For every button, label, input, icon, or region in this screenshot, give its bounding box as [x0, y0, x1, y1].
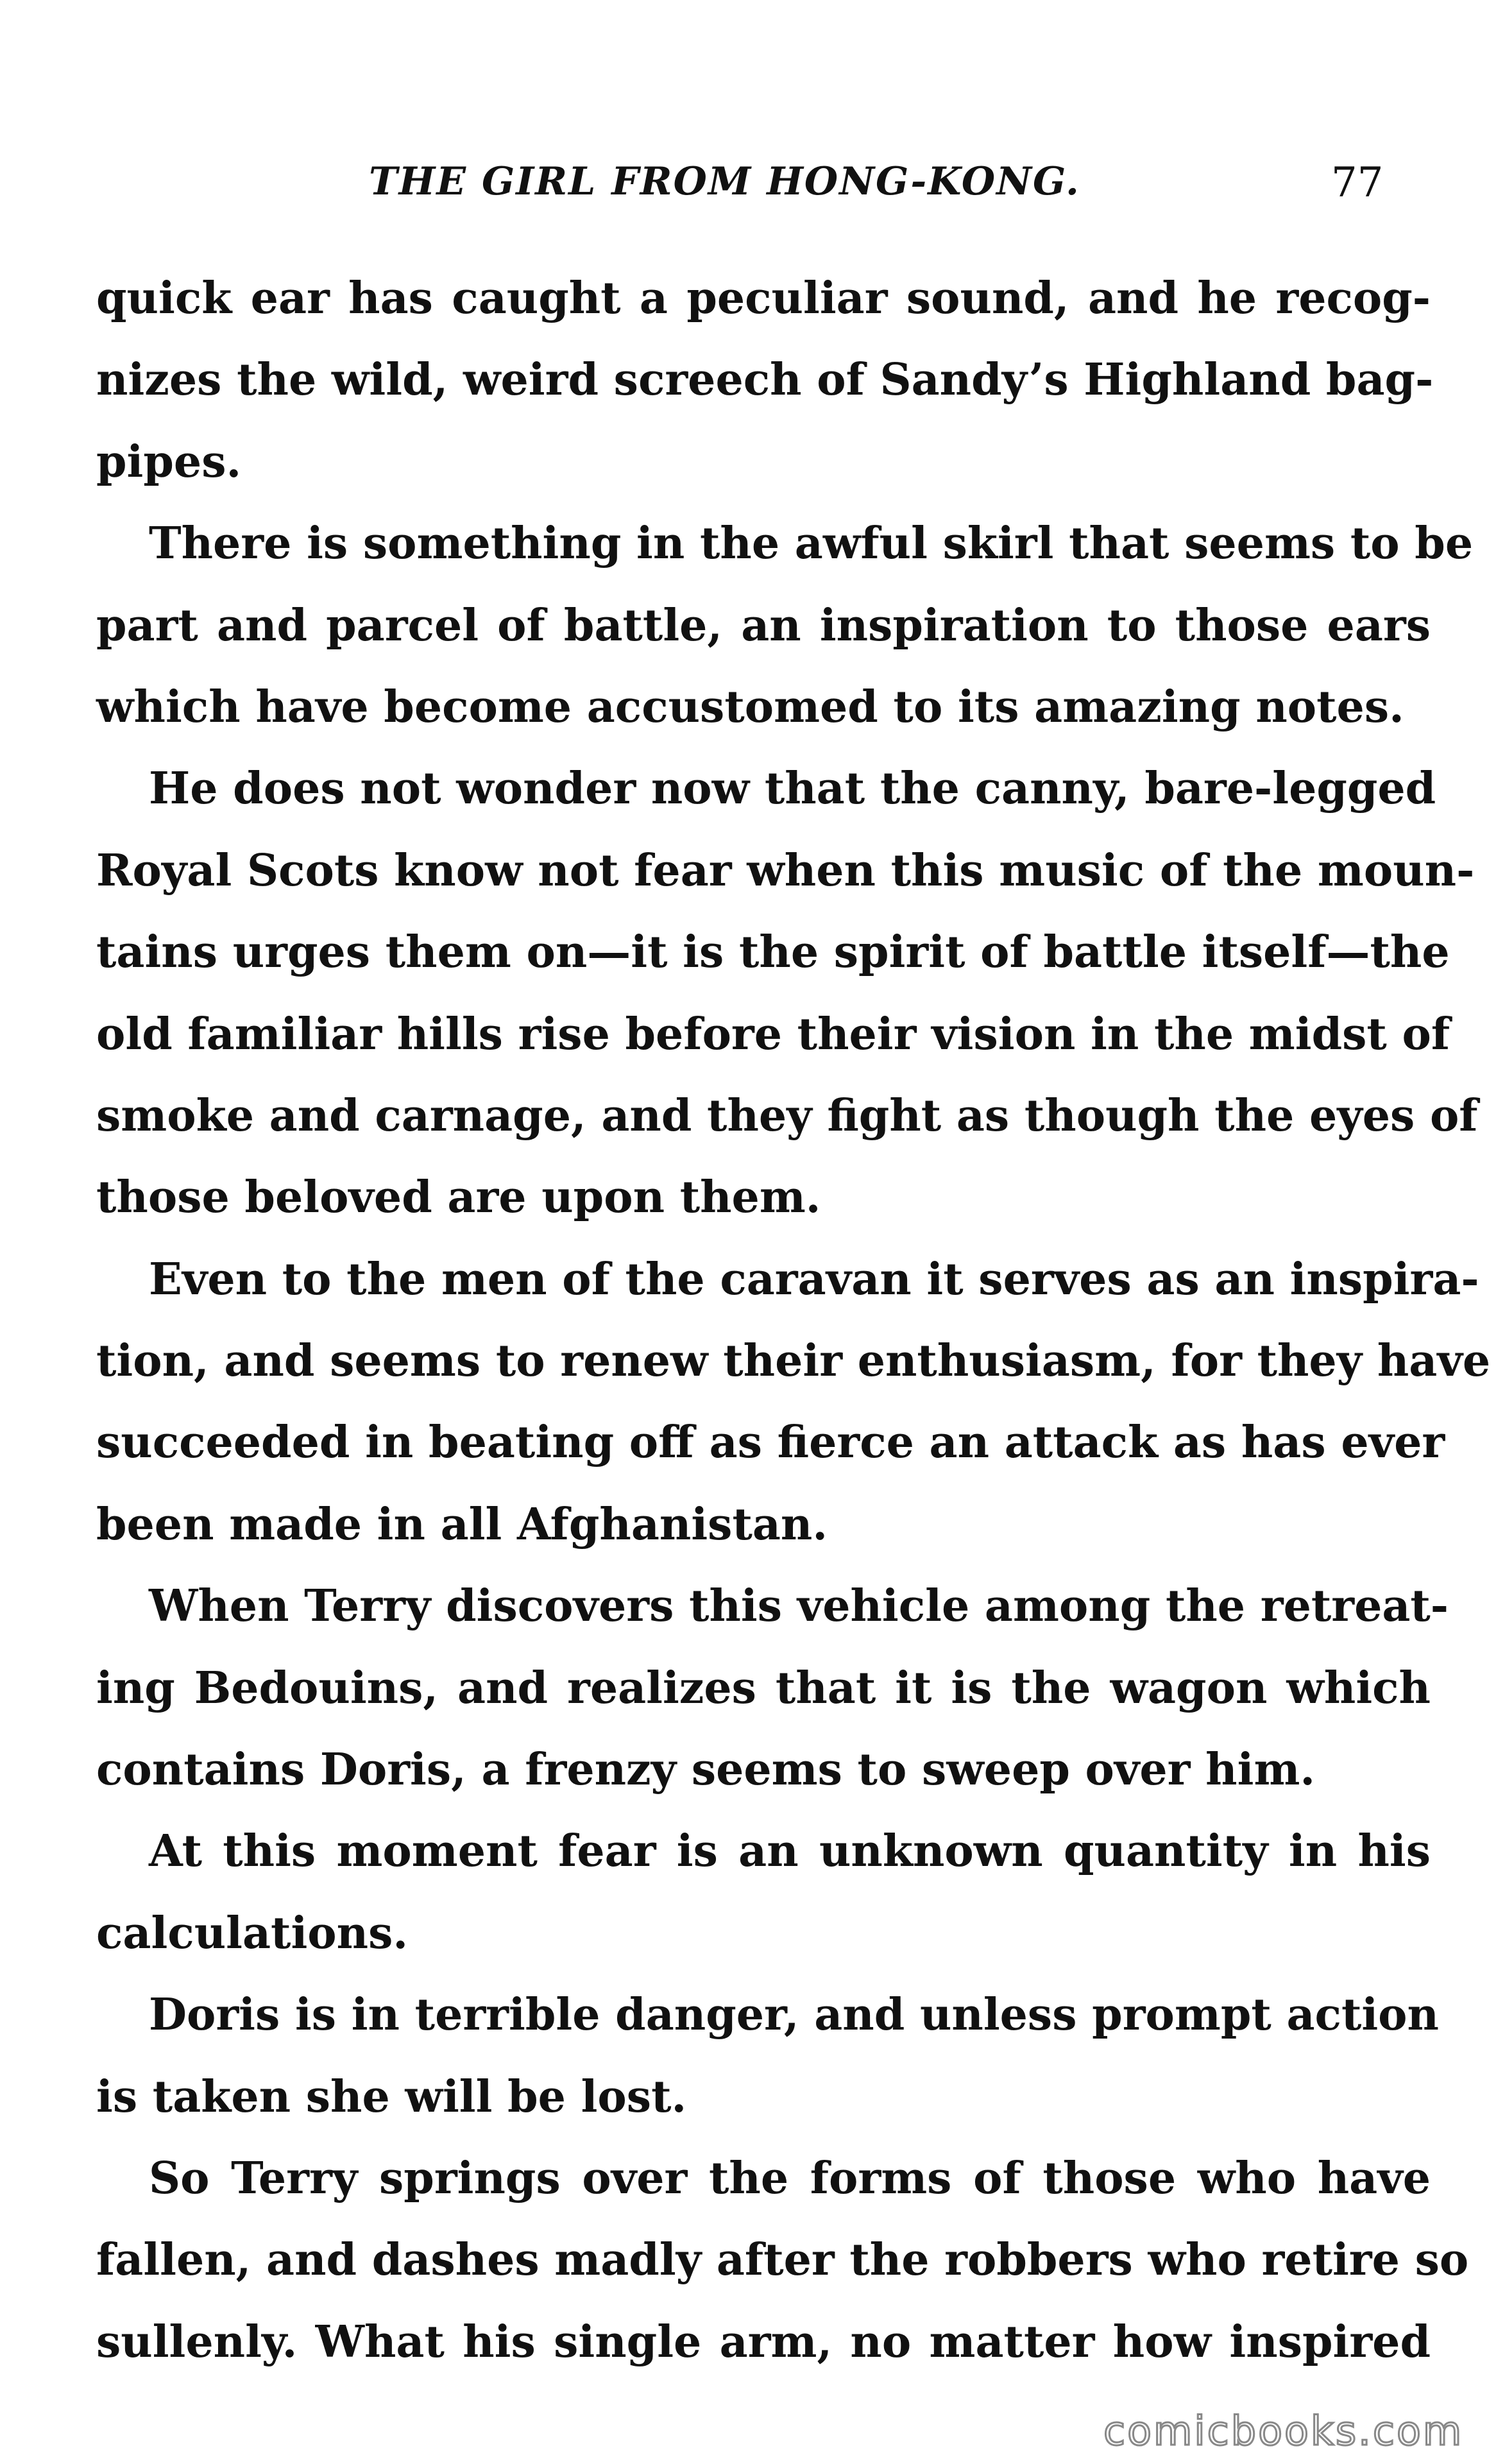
paragraph-first-line: So Terry springs over the forms of those who have — [149, 2152, 1431, 2204]
text-line: pipes. — [96, 436, 242, 488]
text-line: old familiar hills rise before their vision in the midst of — [96, 1008, 1450, 1060]
text-line: is taken she will be lost. — [96, 2071, 687, 2123]
paragraph-first-line: At this moment fear is an unknown quantity in his — [149, 1826, 1431, 1878]
text-line: contains Doris, a frenzy seems to sweep over him. — [96, 1744, 1316, 1796]
text-line: those beloved are upon them. — [96, 1172, 821, 1224]
watermark: comicbooks.com — [1103, 2408, 1464, 2454]
paragraph-first-line: Even to the men of the caravan it serves as an inspira- — [149, 1253, 1479, 1305]
paragraph-first-line: When Terry discovers this vehicle among the retreat- — [149, 1580, 1449, 1632]
text-line: sullenly. What his single arm, no matter how inspired — [96, 2316, 1431, 2368]
text-line: which have become accustomed to its amazing notes. — [96, 681, 1404, 733]
paragraph-first-line: Doris is in terrible danger, and unless prompt action — [149, 1989, 1439, 2041]
text-line: smoke and carnage, and they fight as though the eyes of — [96, 1090, 1478, 1142]
text-line: nizes the wild, weird screech of Sandy’s Highland bag- — [96, 354, 1434, 406]
text-line: been made in all Afghanistan. — [96, 1498, 828, 1550]
text-line: succeeded in beating off as fierce an attack as has ever — [96, 1417, 1445, 1469]
text-line: Royal Scots know not fear when this music of the moun- — [96, 844, 1475, 896]
running-head — [0, 159, 1505, 210]
text-line: tion, and seems to renew their enthusiasm, for they have — [96, 1335, 1491, 1387]
page-number: 77 — [1331, 159, 1384, 207]
text-line: tains urges them on—it is the spirit of battle itself—the — [96, 927, 1450, 979]
text-line: ing Bedouins, and realizes that it is the wagon which — [96, 1662, 1431, 1714]
text-line: fallen, and dashes madly after the robbers who retire so — [96, 2234, 1469, 2286]
text-line: part and parcel of battle, an inspiration to those ears — [96, 599, 1431, 651]
text-line: quick ear has caught a peculiar sound, and he recog- — [96, 273, 1431, 324]
paragraph-first-line: There is something in the awful skirl that seems to be — [149, 518, 1474, 570]
paragraph-first-line: He does not wonder now that the canny, bare-legged — [149, 763, 1436, 815]
text-line: calculations. — [96, 1907, 409, 1959]
running-title: THE GIRL FROM HONG-KONG. — [369, 159, 1080, 204]
body-text — [96, 258, 1491, 2383]
